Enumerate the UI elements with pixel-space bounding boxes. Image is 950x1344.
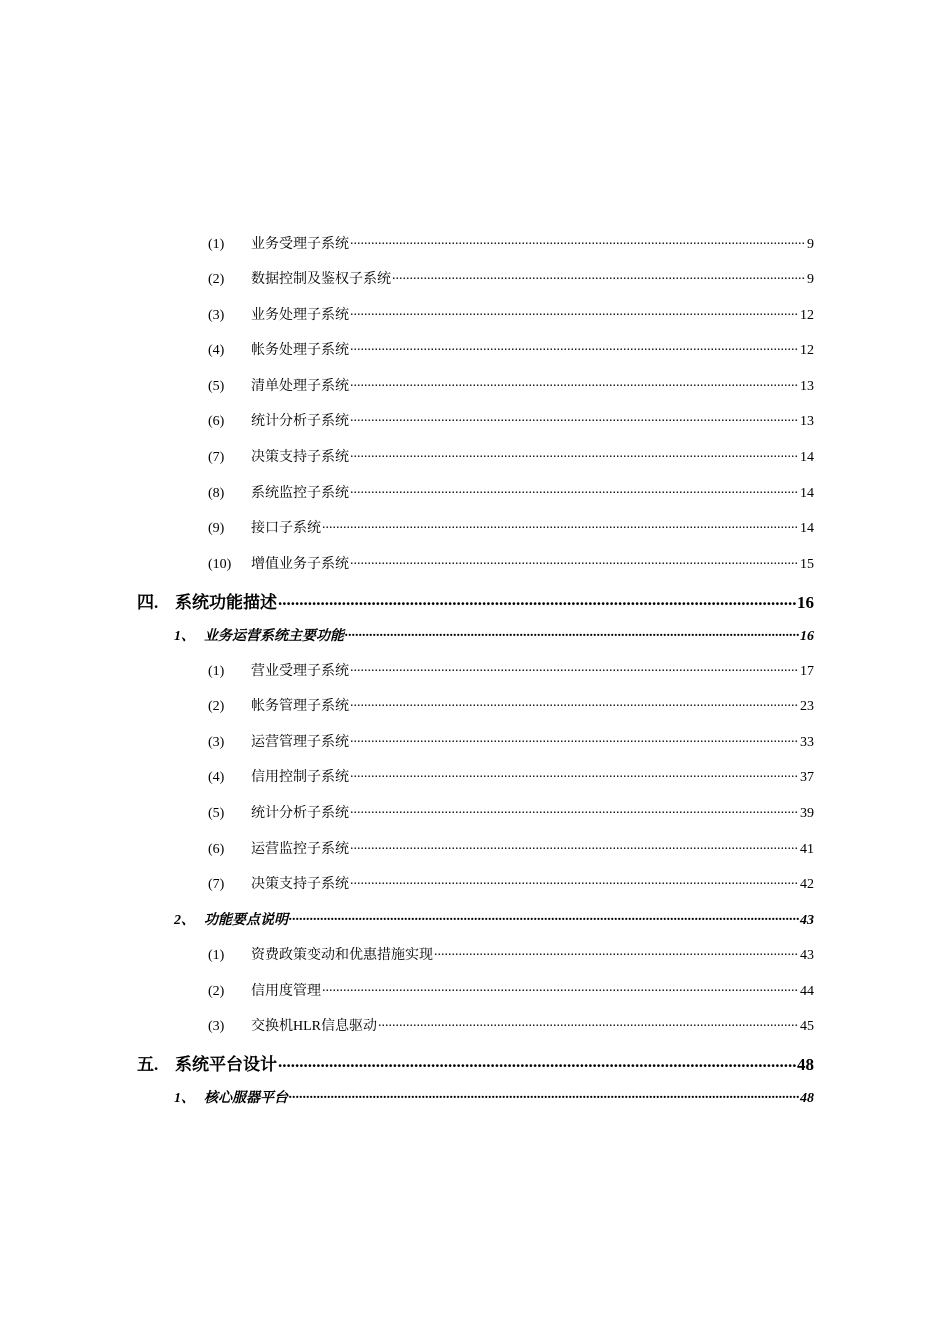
toc-section-heading[interactable] xyxy=(174,1087,814,1111)
toc-entry-page: 33 xyxy=(800,735,814,750)
toc-entry[interactable] xyxy=(208,339,814,363)
toc-entry-number: (3) xyxy=(208,308,225,323)
toc-entry-title: 统计分析子系统 xyxy=(251,414,349,429)
dot-leader xyxy=(350,839,799,853)
toc-entry[interactable] xyxy=(208,1015,814,1039)
toc-entry-number: (9) xyxy=(208,521,225,536)
toc-entry[interactable] xyxy=(208,553,814,577)
dot-leader xyxy=(350,447,799,461)
toc-entry-page: 13 xyxy=(800,414,814,429)
toc-entry[interactable] xyxy=(208,873,814,897)
dot-leader xyxy=(434,945,799,959)
toc-entry-title: 帐务管理子系统 xyxy=(251,699,349,714)
toc-entry-page: 13 xyxy=(800,379,814,394)
toc-entry[interactable] xyxy=(208,233,814,257)
dot-leader xyxy=(289,1088,799,1102)
toc-section-number: 1、 xyxy=(174,629,195,644)
dot-leader xyxy=(350,234,806,248)
toc-section-page: 48 xyxy=(800,1091,814,1106)
toc-entry-page: 17 xyxy=(800,664,814,679)
toc-entry-title: 清单处理子系统 xyxy=(251,379,349,394)
dot-leader xyxy=(278,1053,796,1070)
toc-entry[interactable] xyxy=(208,731,814,755)
toc-entry-title: 业务受理子系统 xyxy=(251,237,349,252)
toc-entry-title: 接口子系统 xyxy=(251,521,321,536)
dot-leader xyxy=(322,518,799,532)
toc-entry[interactable] xyxy=(208,660,814,684)
toc-entry-number: (1) xyxy=(208,948,225,963)
toc-section-page: 16 xyxy=(800,629,814,644)
toc-entry-page: 14 xyxy=(800,486,814,501)
toc-section-number: 2、 xyxy=(174,913,195,928)
toc-entry[interactable] xyxy=(208,838,814,862)
toc-entry[interactable] xyxy=(208,446,814,470)
toc-entry-number: (3) xyxy=(208,1019,225,1034)
toc-entry[interactable] xyxy=(208,410,814,434)
toc-entry-title: 资费政策变动和优惠措施实现 xyxy=(251,948,433,963)
toc-entry-number: (6) xyxy=(208,414,225,429)
dot-leader xyxy=(350,767,799,781)
toc-entry-number: (7) xyxy=(208,877,225,892)
toc-entry-number: (4) xyxy=(208,343,225,358)
dot-leader xyxy=(289,910,799,924)
toc-entry-number: (2) xyxy=(208,272,225,287)
toc-entry-page: 45 xyxy=(800,1019,814,1034)
dot-leader xyxy=(322,981,799,995)
toc-chapter-page: 48 xyxy=(797,1055,814,1074)
dot-leader xyxy=(350,305,799,319)
toc-entry-number: (4) xyxy=(208,770,225,785)
dot-leader xyxy=(345,626,799,640)
toc-entry-page: 12 xyxy=(800,343,814,358)
toc-entry-page: 14 xyxy=(800,521,814,536)
dot-leader xyxy=(350,554,799,568)
toc-section-title: 核心服器平台 xyxy=(204,1091,288,1106)
toc-entry[interactable] xyxy=(208,695,814,719)
toc-entry[interactable] xyxy=(208,375,814,399)
toc-entry-title: 信用控制子系统 xyxy=(251,770,349,785)
toc-entry-page: 43 xyxy=(800,948,814,963)
toc-entry-title: 统计分析子系统 xyxy=(251,806,349,821)
toc-chapter-heading[interactable] xyxy=(137,1050,814,1074)
toc-entry-number: (1) xyxy=(208,664,225,679)
dot-leader xyxy=(350,376,799,390)
toc-entry[interactable] xyxy=(208,802,814,826)
toc-entry-title: 系统监控子系统 xyxy=(251,486,349,501)
toc-entry-page: 37 xyxy=(800,770,814,785)
toc-entry-number: (3) xyxy=(208,735,225,750)
toc-entry-title: 数据控制及鉴权子系统 xyxy=(251,272,391,287)
toc-entry-number: (6) xyxy=(208,842,225,857)
toc-entry-number: (2) xyxy=(208,699,225,714)
toc-section-heading[interactable] xyxy=(174,909,814,933)
toc-entry-title: 营业受理子系统 xyxy=(251,664,349,679)
dot-leader xyxy=(350,732,799,746)
dot-leader xyxy=(350,661,799,675)
toc-entry-number: (7) xyxy=(208,450,225,465)
toc-entry-title: 交换机HLR信息驱动 xyxy=(251,1019,377,1034)
toc-entry-title: 帐务处理子系统 xyxy=(251,343,349,358)
toc-entry[interactable] xyxy=(208,517,814,541)
toc-entry-page: 41 xyxy=(800,842,814,857)
toc-chapter-number: 五. xyxy=(137,1055,159,1074)
toc-entry-page: 15 xyxy=(800,557,814,572)
toc-entry-title: 决策支持子系统 xyxy=(251,877,349,892)
dot-leader xyxy=(350,803,799,817)
toc-entry-title: 运营监控子系统 xyxy=(251,842,349,857)
toc-chapter-number: 四. xyxy=(137,593,159,612)
toc-entry-page: 39 xyxy=(800,806,814,821)
dot-leader xyxy=(378,1016,799,1030)
toc-entry-page: 44 xyxy=(800,984,814,999)
dot-leader xyxy=(350,696,799,710)
toc-entry-page: 12 xyxy=(800,308,814,323)
toc-entry[interactable] xyxy=(208,304,814,328)
toc-section-title: 功能要点说明 xyxy=(204,913,288,928)
toc-entry-title: 业务处理子系统 xyxy=(251,308,349,323)
toc-chapter-page: 16 xyxy=(797,593,814,612)
toc-entry-number: (1) xyxy=(208,237,225,252)
toc-entry-page: 42 xyxy=(800,877,814,892)
dot-leader xyxy=(350,411,799,425)
toc-entry-page: 9 xyxy=(807,237,814,252)
toc-entry-title: 决策支持子系统 xyxy=(251,450,349,465)
toc-entry[interactable] xyxy=(208,268,814,292)
toc-entry-title: 信用度管理 xyxy=(251,984,321,999)
toc-entry[interactable] xyxy=(208,766,814,790)
toc-entry-page: 14 xyxy=(800,450,814,465)
toc-chapter-heading[interactable] xyxy=(137,588,814,612)
toc-entry[interactable] xyxy=(208,944,814,968)
toc-chapter-title: 系统平台设计 xyxy=(175,1055,277,1074)
dot-leader xyxy=(350,874,799,888)
toc-entry-number: (8) xyxy=(208,486,225,501)
toc-chapter-title: 系统功能描述 xyxy=(175,593,277,612)
toc-entry-number: (10) xyxy=(208,557,232,572)
toc-entry-number: (5) xyxy=(208,379,225,394)
toc-entry-title: 运营管理子系统 xyxy=(251,735,349,750)
dot-leader xyxy=(278,591,796,608)
toc-entry-page: 9 xyxy=(807,272,814,287)
toc-entry-number: (5) xyxy=(208,806,225,821)
toc-section-page: 43 xyxy=(800,913,814,928)
toc-entry[interactable] xyxy=(208,980,814,1004)
toc-entry-title: 增值业务子系统 xyxy=(251,557,349,572)
dot-leader xyxy=(350,483,799,497)
toc-section-number: 1、 xyxy=(174,1091,195,1106)
toc-entry-number: (2) xyxy=(208,984,225,999)
toc-section-heading[interactable] xyxy=(174,625,814,649)
toc-entry-page: 23 xyxy=(800,699,814,714)
dot-leader xyxy=(350,340,799,354)
toc-entry[interactable] xyxy=(208,482,814,506)
dot-leader xyxy=(392,269,806,283)
toc-section-title: 业务运营系统主要功能 xyxy=(204,629,344,644)
